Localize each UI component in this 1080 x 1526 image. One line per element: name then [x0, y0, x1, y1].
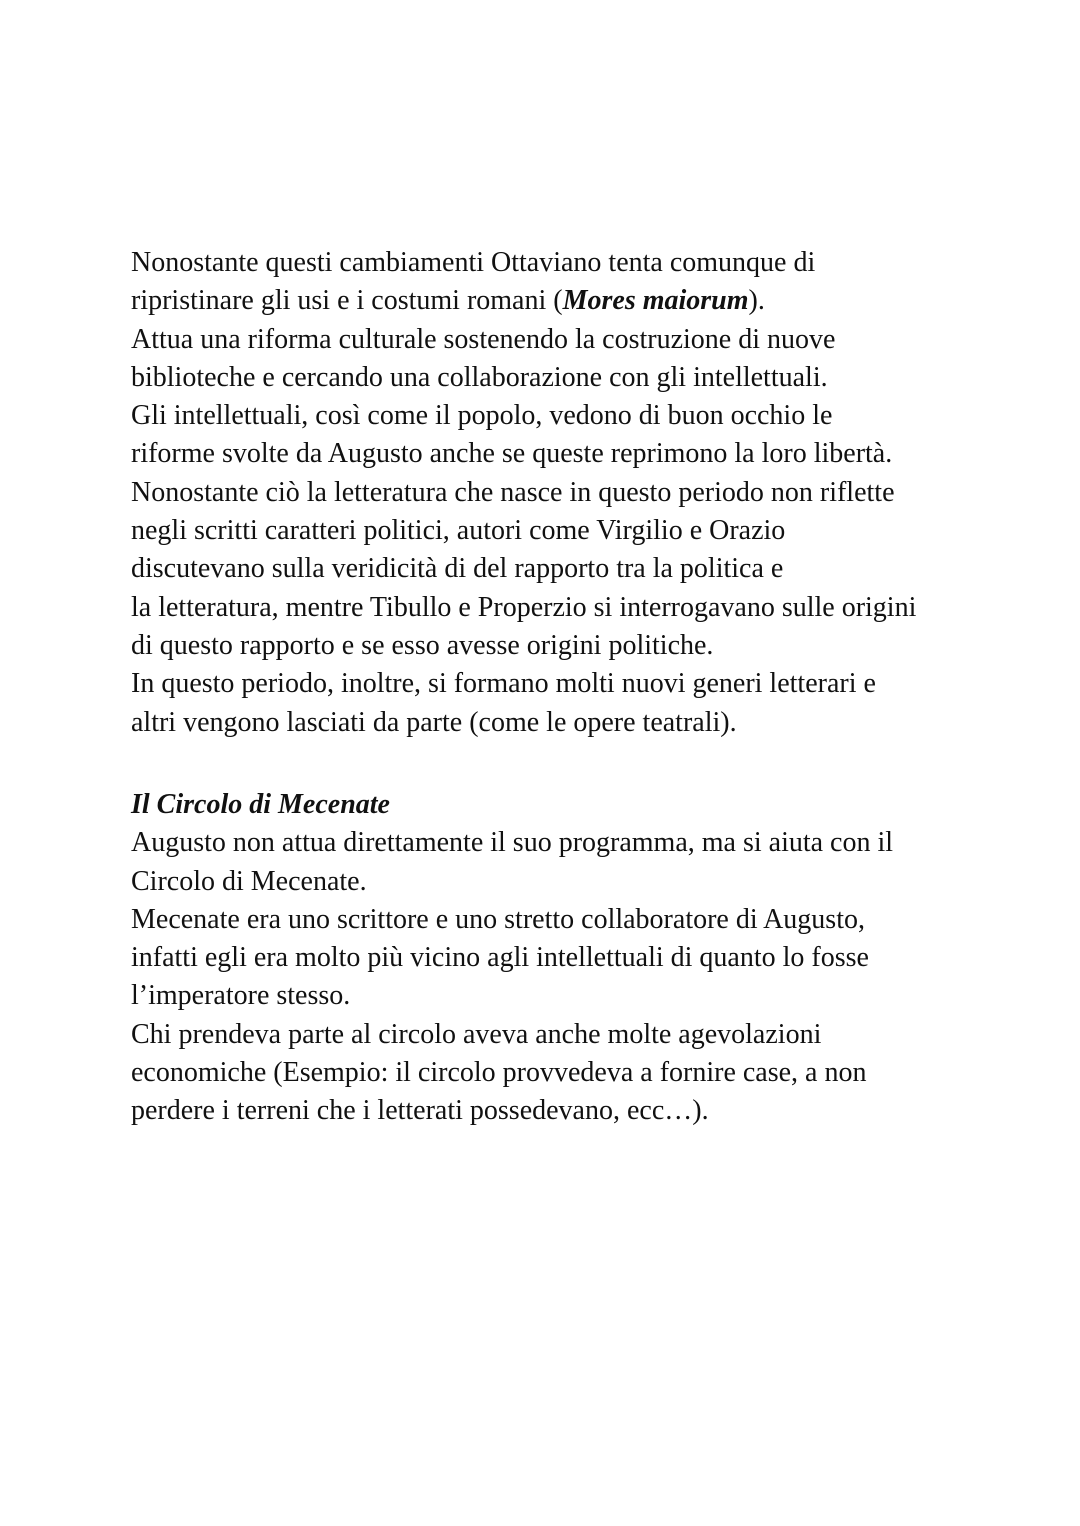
text-line: riforme svolte da Augusto anche se queste reprimono la loro libertà.: [131, 438, 893, 470]
text-segment: ripristinare gli usi e i costumi romani (: [131, 285, 563, 317]
text-line: di questo rapporto e se esso avesse origini politiche.: [131, 629, 714, 661]
text-line: In questo periodo, inoltre, si formano molti nuovi generi letterari e: [131, 668, 876, 700]
section-heading: Il Circolo di Mecenate: [131, 789, 390, 820]
section-mecenate: [131, 786, 1031, 1131]
text-line: infatti egli era molto più vicino agli intellettuali di quanto lo fosse: [131, 942, 869, 974]
text-line: Gli intellettuali, così come il popolo, vedono di buon occhio le: [131, 400, 833, 432]
text-line: biblioteche e cercando una collaborazione con gli intellettuali.: [131, 361, 828, 393]
text-line: Nonostante questi cambiamenti Ottaviano tenta comunque di: [131, 247, 816, 278]
text-line: [131, 282, 1031, 320]
text-line: Nonostante ciò la letteratura che nasce in questo periodo non riflette: [131, 476, 895, 508]
text-line: Augusto non attua direttamente il suo programma, ma si aiuta con il: [131, 827, 894, 859]
text-segment: ).: [748, 285, 765, 317]
intro-paragraph: [131, 244, 1031, 742]
text-line: perdere i terreni che i letterati possedevano, ecc…).: [131, 1095, 709, 1127]
text-line: Mecenate era uno scrittore e uno stretto collaboratore di Augusto,: [131, 903, 865, 935]
text-line: Chi prendeva parte al circolo aveva anche molte agevolazioni: [131, 1018, 822, 1050]
text-line: Attua una riforma culturale sostenendo la costruzione di nuove: [131, 323, 836, 355]
text-line: discutevano sulla veridicità di del rapporto tra la politica e: [131, 553, 784, 585]
text-line: l’imperatore stesso.: [131, 980, 351, 1012]
emphasis-text: Mores maiorum: [562, 285, 749, 317]
text-line: la letteratura, mentre Tibullo e Properzio si interrogavano sulle origini: [131, 591, 917, 623]
text-line: negli scritti caratteri politici, autori come Virgilio e Orazio: [131, 515, 786, 547]
text-line: economiche (Esempio: il circolo provvedeva a fornire case, a non: [131, 1057, 867, 1089]
text-line: altri vengono lasciati da parte (come le opere teatrali).: [131, 706, 737, 738]
text-line: Circolo di Mecenate.: [131, 865, 367, 897]
